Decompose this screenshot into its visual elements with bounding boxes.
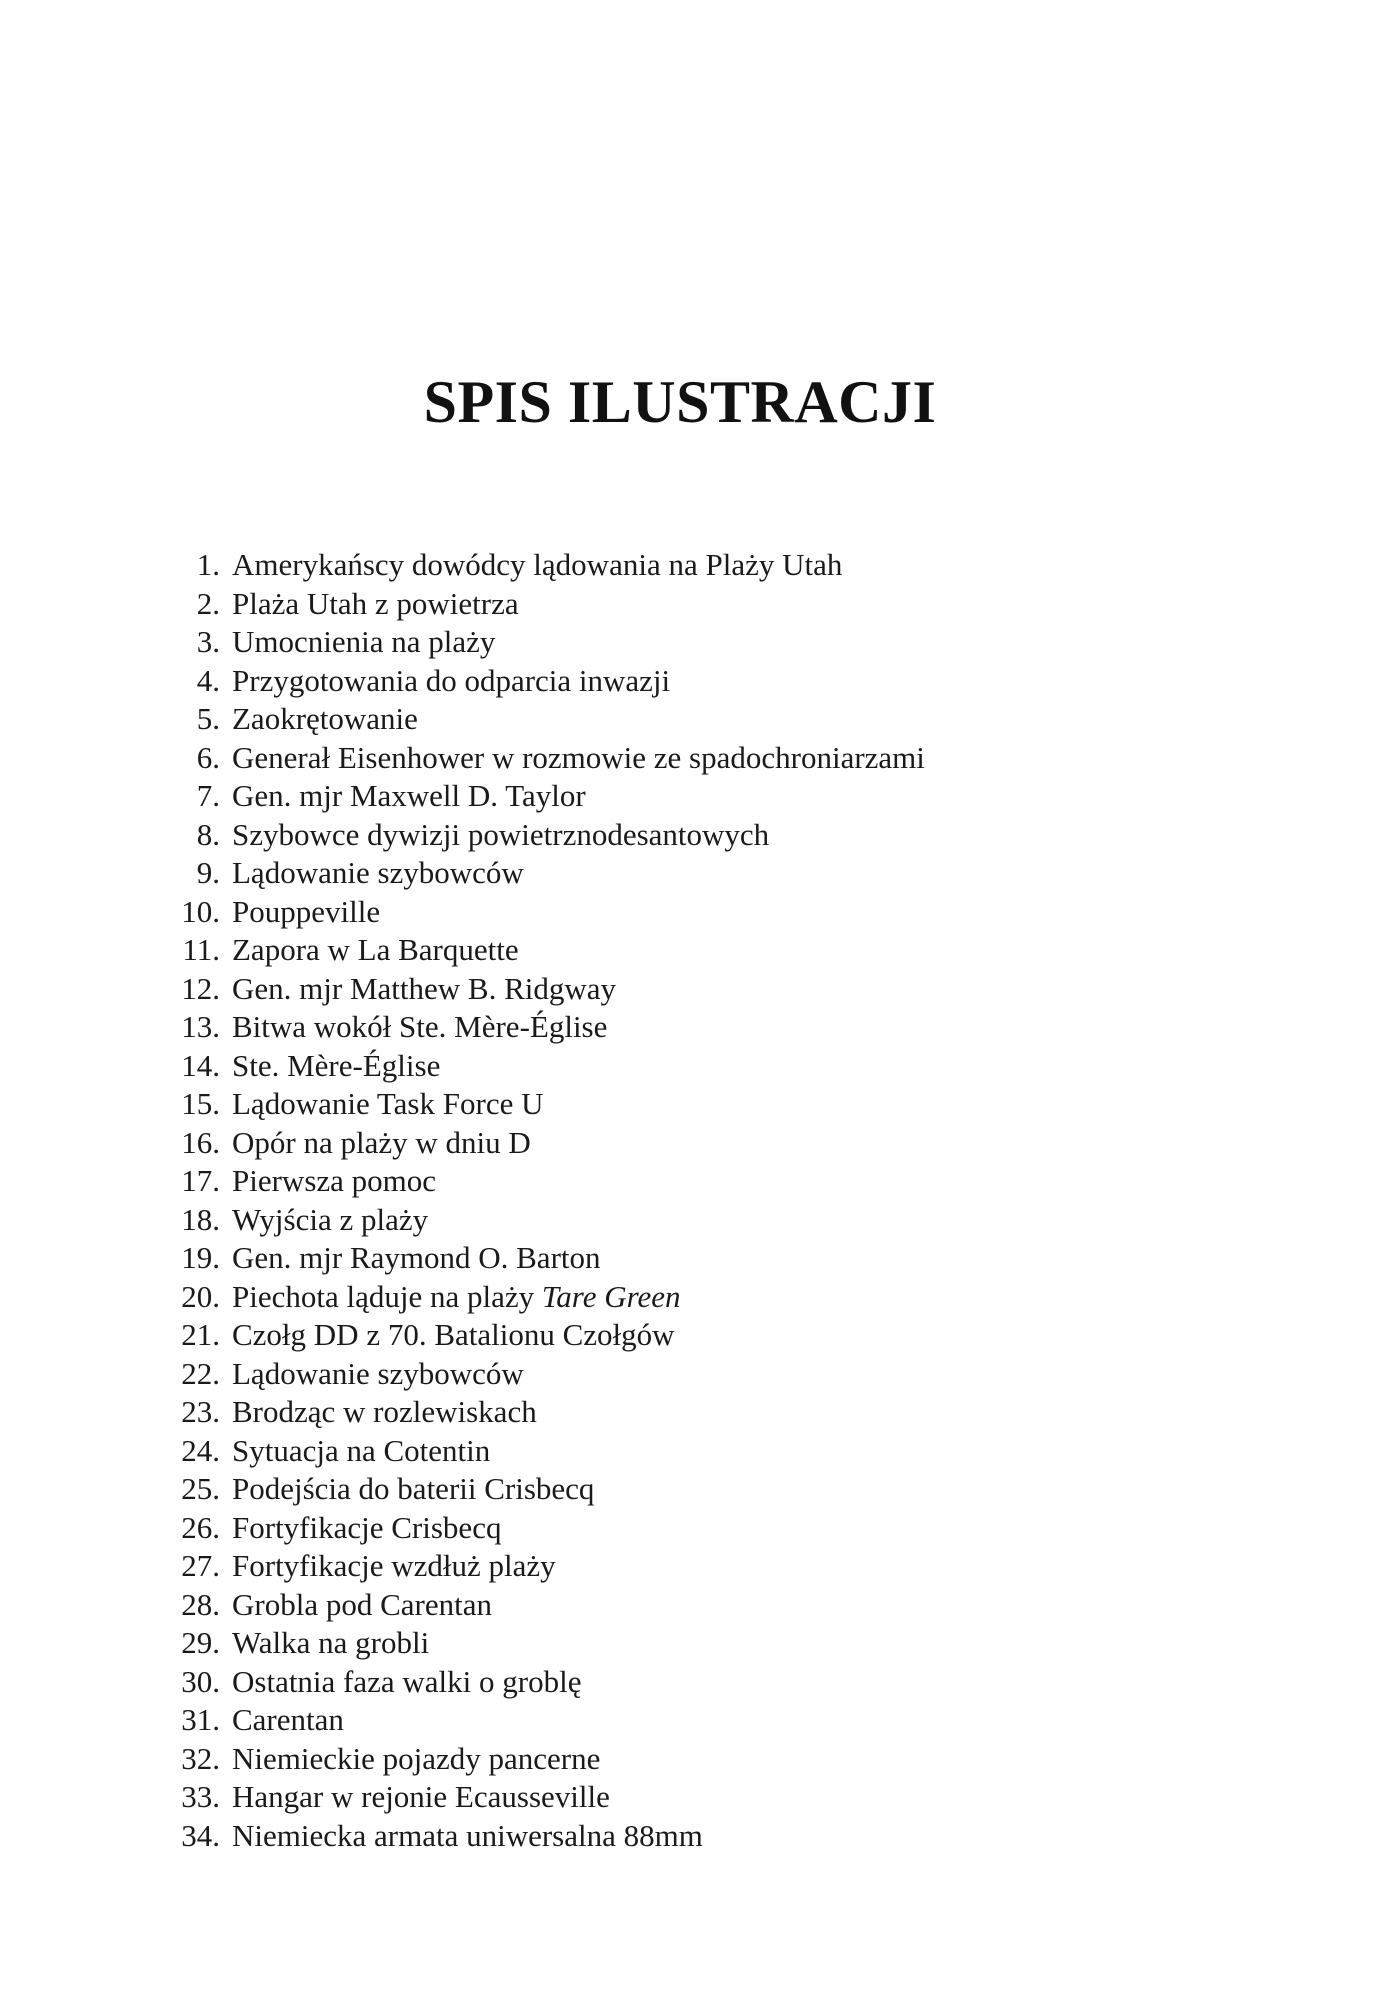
list-item-title-text: Fortyfikacje Crisbecq bbox=[232, 1509, 502, 1545]
list-item-title bbox=[232, 1047, 440, 1086]
list-item-title bbox=[232, 1239, 601, 1278]
list-item-title-text: Lądowanie szybowców bbox=[232, 1355, 524, 1391]
list-item-title-text: Bitwa wokół Ste. Mère-Église bbox=[232, 1009, 608, 1044]
list-item-title bbox=[232, 546, 842, 585]
list-item-title-text: Szybowce dywizji powietrznodesantowych bbox=[232, 816, 770, 852]
list-item-title bbox=[232, 893, 380, 932]
list-item-number: 3. bbox=[196, 624, 220, 659]
list-item bbox=[160, 893, 925, 932]
list-item bbox=[160, 1201, 925, 1240]
list-item-title-italic: Tare Green bbox=[541, 1278, 681, 1314]
list-item-title-text: Sytuacja na Cotentin bbox=[232, 1432, 491, 1468]
list-item-title-text: Niemieckie pojazdy pancerne bbox=[232, 1740, 601, 1776]
list-item-number: 13. bbox=[181, 1009, 220, 1044]
list-item bbox=[160, 1047, 925, 1086]
list-item-title bbox=[232, 1701, 344, 1740]
list-item-number: 14. bbox=[181, 1047, 220, 1083]
list-item bbox=[160, 585, 925, 624]
list-item-number: 15. bbox=[181, 1086, 220, 1121]
list-item-number: 1. bbox=[196, 547, 220, 582]
list-item-title-text: Gen. mjr Matthew B. Ridgway bbox=[232, 970, 617, 1006]
list-item-title bbox=[232, 1778, 610, 1817]
list-item-number: 22. bbox=[181, 1355, 220, 1391]
list-item-title bbox=[232, 1124, 531, 1163]
list-item bbox=[160, 970, 925, 1009]
list-item-number: 12. bbox=[181, 970, 220, 1006]
list-item-title bbox=[232, 739, 925, 778]
list-item-title-text: Ostatnia faza walki o groblę bbox=[232, 1663, 582, 1699]
list-item bbox=[160, 854, 925, 893]
list-item bbox=[160, 1085, 925, 1124]
list-item-title-text: Carentan bbox=[232, 1702, 344, 1737]
list-item-number: 8. bbox=[196, 816, 220, 852]
list-item-number: 27. bbox=[181, 1548, 220, 1583]
list-item-title bbox=[232, 1432, 490, 1471]
list-item-title-text: Hangar w rejonie Ecausseville bbox=[232, 1779, 610, 1814]
list-item-title-text: Czołg DD z 70. Batalionu Czołgów bbox=[232, 1317, 675, 1352]
list-item-title bbox=[232, 585, 519, 624]
list-item-title bbox=[232, 1201, 428, 1240]
list-item-title-text: Lądowanie Task Force U bbox=[232, 1086, 544, 1121]
list-item-number: 31. bbox=[181, 1702, 220, 1737]
list-item-number: 25. bbox=[181, 1471, 220, 1506]
list-item-title bbox=[232, 1547, 556, 1586]
list-item-number: 19. bbox=[181, 1240, 220, 1275]
list-item bbox=[160, 1740, 925, 1779]
list-item bbox=[160, 1162, 925, 1201]
list-item-title-text: Grobla pod Carentan bbox=[232, 1586, 492, 1622]
list-item-title-text: Gen. mjr Maxwell D. Taylor bbox=[232, 778, 586, 813]
list-item-number: 30. bbox=[181, 1663, 220, 1699]
list-item-title bbox=[232, 1509, 501, 1548]
list-item-title bbox=[232, 816, 769, 855]
list-item bbox=[160, 662, 925, 701]
list-item-title bbox=[232, 777, 586, 816]
list-item bbox=[160, 1278, 925, 1317]
list-item-title bbox=[232, 1740, 600, 1779]
list-item bbox=[160, 931, 925, 970]
list-item-number: 20. bbox=[181, 1278, 220, 1314]
list-item bbox=[160, 1586, 925, 1625]
list-item-number: 29. bbox=[181, 1625, 220, 1660]
list-item-title bbox=[232, 1624, 429, 1663]
list-item-number: 32. bbox=[181, 1740, 220, 1776]
illustration-list bbox=[160, 546, 925, 1855]
list-item-title-text: Ste. Mère-Église bbox=[232, 1047, 441, 1083]
list-item bbox=[160, 1470, 925, 1509]
list-item-title bbox=[232, 1162, 436, 1201]
list-item-number: 28. bbox=[181, 1586, 220, 1622]
list-item bbox=[160, 1355, 925, 1394]
list-item bbox=[160, 1817, 925, 1856]
list-item-number: 16. bbox=[181, 1124, 220, 1160]
list-item-title bbox=[232, 1393, 537, 1432]
list-item-title-text: Niemiecka armata uniwersalna 88mm bbox=[232, 1817, 703, 1853]
list-item bbox=[160, 1701, 925, 1740]
list-item bbox=[160, 1624, 925, 1663]
list-item-title-text: Walka na grobli bbox=[232, 1625, 430, 1660]
list-item-title-text: Generał Eisenhower w rozmowie ze spadochroniarzami bbox=[232, 739, 925, 775]
list-item bbox=[160, 1778, 925, 1817]
list-item bbox=[160, 1124, 925, 1163]
list-item bbox=[160, 1547, 925, 1586]
list-item-number: 24. bbox=[181, 1432, 220, 1468]
list-item-title bbox=[232, 1316, 675, 1355]
list-item-title bbox=[232, 970, 616, 1009]
list-item-title bbox=[232, 854, 524, 893]
list-item-title bbox=[232, 1008, 607, 1047]
list-item bbox=[160, 700, 925, 739]
list-item-title-text: Opór na plaży w dniu D bbox=[232, 1124, 531, 1160]
list-item-title-text: Umocnienia na plaży bbox=[232, 624, 496, 659]
list-item-number: 33. bbox=[181, 1779, 220, 1814]
list-item bbox=[160, 1509, 925, 1548]
list-item-title bbox=[232, 700, 418, 739]
list-item-number: 18. bbox=[181, 1201, 220, 1237]
list-item bbox=[160, 777, 925, 816]
list-item-title bbox=[232, 1817, 703, 1856]
list-item-title-text: Pierwsza pomoc bbox=[232, 1163, 437, 1198]
list-item-number: 5. bbox=[196, 701, 220, 736]
list-item-title-text: Amerykańscy dowódcy lądowania na Plaży Utah bbox=[232, 547, 843, 582]
list-item-title-text: Fortyfikacje wzdłuż plaży bbox=[232, 1548, 556, 1583]
list-item bbox=[160, 623, 925, 662]
list-item-number: 34. bbox=[181, 1817, 220, 1853]
list-item bbox=[160, 546, 925, 585]
list-item-number: 10. bbox=[181, 893, 220, 929]
list-item bbox=[160, 1393, 925, 1432]
list-item-title-text: Brodząc w rozlewiskach bbox=[232, 1394, 537, 1429]
list-item-number: 6. bbox=[196, 739, 220, 775]
list-item-number: 23. bbox=[181, 1394, 220, 1429]
list-item-title-text: Lądowanie szybowców bbox=[232, 855, 524, 890]
list-item-title bbox=[232, 1355, 524, 1394]
list-item-title-text: Przygotowania do odparcia inwazji bbox=[232, 662, 671, 698]
page-title: SPIS ILUSTRACJI bbox=[423, 369, 937, 435]
list-item bbox=[160, 1316, 925, 1355]
list-item bbox=[160, 1663, 925, 1702]
list-item-number: 4. bbox=[196, 662, 220, 698]
list-item-title-text: Wyjścia z plaży bbox=[232, 1201, 429, 1237]
list-item bbox=[160, 1432, 925, 1471]
list-item-number: 2. bbox=[196, 585, 220, 621]
list-item-title-text: Plaża Utah z powietrza bbox=[232, 585, 519, 621]
list-item-title-text: Piechota ląduje na plaży bbox=[232, 1278, 542, 1314]
list-item-title-text: Pouppeville bbox=[232, 893, 381, 929]
list-item bbox=[160, 1008, 925, 1047]
list-item-title-text: Podejścia do baterii Crisbecq bbox=[232, 1471, 595, 1506]
list-item-title-text: Zapora w La Barquette bbox=[232, 932, 519, 967]
list-item-title-text: Gen. mjr Raymond O. Barton bbox=[232, 1240, 601, 1275]
list-item-title bbox=[232, 931, 519, 970]
list-item-title bbox=[232, 1278, 681, 1317]
list-item-number: 26. bbox=[181, 1509, 220, 1545]
list-item-number: 21. bbox=[181, 1317, 220, 1352]
list-item-title bbox=[232, 1470, 594, 1509]
list-item-number: 17. bbox=[181, 1163, 220, 1198]
list-item-title bbox=[232, 1085, 543, 1124]
list-item bbox=[160, 816, 925, 855]
list-item-number: 11. bbox=[182, 932, 220, 967]
list-item-title-text: Zaokrętowanie bbox=[232, 701, 418, 736]
list-item-title bbox=[232, 1663, 581, 1702]
list-item bbox=[160, 739, 925, 778]
list-item-title bbox=[232, 1586, 492, 1625]
list-item bbox=[160, 1239, 925, 1278]
list-item-number: 7. bbox=[196, 778, 220, 813]
list-item-title bbox=[232, 623, 495, 662]
list-item-number: 9. bbox=[196, 855, 220, 890]
list-item-title bbox=[232, 662, 670, 701]
